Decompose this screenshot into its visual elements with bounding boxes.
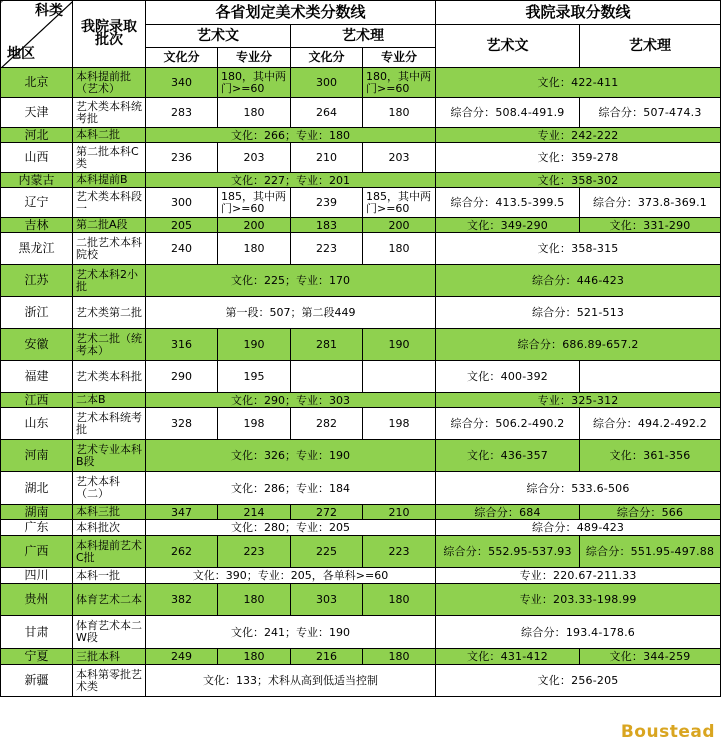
batch-cell: 本科一批 bbox=[73, 568, 146, 584]
batch-cell: 本科二批 bbox=[73, 128, 146, 143]
province-cell: 福建 bbox=[1, 361, 73, 393]
liberal-major-cell: 180 bbox=[218, 649, 291, 665]
province-cell: 湖北 bbox=[1, 472, 73, 505]
corner-label-category: 科类 bbox=[35, 3, 63, 19]
batch-cell: 艺术类第二批 bbox=[73, 297, 146, 329]
science-major-cell: 180 bbox=[363, 233, 436, 265]
table-row bbox=[1, 536, 721, 568]
header-our-lines: 我院录取分数线 bbox=[436, 1, 721, 25]
science-major-cell: 210 bbox=[363, 505, 436, 520]
batch-cell: 体育艺术本二W段 bbox=[73, 616, 146, 649]
our-score-cell: 综合分：686.89-657.2 bbox=[436, 329, 721, 361]
our-science-score-cell: 文化：361-356 bbox=[580, 440, 721, 472]
science-major-cell: 180 bbox=[363, 649, 436, 665]
our-science-score-cell: 综合分：373.8-369.1 bbox=[580, 188, 721, 218]
table-row bbox=[1, 505, 721, 520]
science-culture-cell: 183 bbox=[291, 218, 363, 233]
province-line-cell: 文化：290；专业：303 bbox=[146, 393, 436, 408]
science-major-cell: 180，其中两门>=60 bbox=[363, 68, 436, 98]
header-science-major: 专业分 bbox=[363, 48, 436, 68]
science-major-cell: 180 bbox=[363, 98, 436, 128]
our-liberal-score-cell: 综合分：684 bbox=[436, 505, 580, 520]
province-cell: 辽宁 bbox=[1, 188, 73, 218]
science-culture-cell: 225 bbox=[291, 536, 363, 568]
table-row bbox=[1, 143, 721, 173]
our-liberal-score-cell: 综合分：552.95-537.93 bbox=[436, 536, 580, 568]
table-row bbox=[1, 265, 721, 297]
header-our-art-science: 艺术理 bbox=[580, 25, 721, 68]
table-row bbox=[1, 616, 721, 649]
table-row bbox=[1, 233, 721, 265]
our-liberal-score-cell: 文化：431-412 bbox=[436, 649, 580, 665]
province-cell: 贵州 bbox=[1, 584, 73, 616]
our-score-cell: 综合分：193.4-178.6 bbox=[436, 616, 721, 649]
province-cell: 山西 bbox=[1, 143, 73, 173]
province-cell: 吉林 bbox=[1, 218, 73, 233]
header-corner-cell bbox=[1, 1, 73, 68]
province-cell: 新疆 bbox=[1, 665, 73, 697]
batch-cell: 艺术类本科统考批 bbox=[73, 98, 146, 128]
liberal-major-cell: 190 bbox=[218, 329, 291, 361]
liberal-culture-cell: 328 bbox=[146, 408, 218, 440]
science-major-cell: 198 bbox=[363, 408, 436, 440]
our-score-cell: 专业：220.67-211.33 bbox=[436, 568, 721, 584]
table-row bbox=[1, 173, 721, 188]
batch-cell: 艺术类本科批 bbox=[73, 361, 146, 393]
science-culture-cell: 216 bbox=[291, 649, 363, 665]
table-row bbox=[1, 128, 721, 143]
our-score-cell: 综合分：446-423 bbox=[436, 265, 721, 297]
table-row bbox=[1, 361, 721, 393]
science-major-cell: 180 bbox=[363, 584, 436, 616]
science-culture-cell: 281 bbox=[291, 329, 363, 361]
our-science-score-cell: 综合分：494.2-492.2 bbox=[580, 408, 721, 440]
our-score-cell: 文化：256-205 bbox=[436, 665, 721, 697]
liberal-culture-cell: 340 bbox=[146, 68, 218, 98]
our-science-score-cell: 文化：344-259 bbox=[580, 649, 721, 665]
science-culture-cell: 272 bbox=[291, 505, 363, 520]
table-row bbox=[1, 68, 721, 98]
table-row bbox=[1, 218, 721, 233]
science-culture-cell: 210 bbox=[291, 143, 363, 173]
batch-cell: 本科批次 bbox=[73, 520, 146, 536]
batch-cell: 二本B bbox=[73, 393, 146, 408]
liberal-culture-cell: 283 bbox=[146, 98, 218, 128]
batch-cell: 本科第零批艺术类 bbox=[73, 665, 146, 697]
province-cell: 河南 bbox=[1, 440, 73, 472]
liberal-culture-cell: 262 bbox=[146, 536, 218, 568]
liberal-culture-cell: 316 bbox=[146, 329, 218, 361]
table-row bbox=[1, 393, 721, 408]
science-culture-cell: 239 bbox=[291, 188, 363, 218]
batch-cell: 本科三批 bbox=[73, 505, 146, 520]
our-score-cell: 综合分：489-423 bbox=[436, 520, 721, 536]
batch-cell: 二批艺术本科院校 bbox=[73, 233, 146, 265]
our-liberal-score-cell: 综合分：413.5-399.5 bbox=[436, 188, 580, 218]
table-row bbox=[1, 408, 721, 440]
our-science-score-cell: 综合分：507-474.3 bbox=[580, 98, 721, 128]
liberal-culture-cell: 347 bbox=[146, 505, 218, 520]
header-liberal-major: 专业分 bbox=[218, 48, 291, 68]
table-row bbox=[1, 520, 721, 536]
province-line-cell: 第一段：507；第二段449 bbox=[146, 297, 436, 329]
batch-cell: 三批本科 bbox=[73, 649, 146, 665]
liberal-major-cell: 180，其中两门>=60 bbox=[218, 68, 291, 98]
science-major-cell: 185，其中两门>=60 bbox=[363, 188, 436, 218]
province-cell: 江苏 bbox=[1, 265, 73, 297]
liberal-culture-cell: 300 bbox=[146, 188, 218, 218]
science-culture-cell: 300 bbox=[291, 68, 363, 98]
liberal-major-cell: 203 bbox=[218, 143, 291, 173]
our-score-cell: 文化：358-302 bbox=[436, 173, 721, 188]
batch-cell: 本科提前艺术C批 bbox=[73, 536, 146, 568]
liberal-culture-cell: 249 bbox=[146, 649, 218, 665]
science-culture-cell: 223 bbox=[291, 233, 363, 265]
science-major-cell: 223 bbox=[363, 536, 436, 568]
batch-cell: 艺术专业本科B段 bbox=[73, 440, 146, 472]
science-major-cell: 190 bbox=[363, 329, 436, 361]
table-row bbox=[1, 649, 721, 665]
liberal-culture-cell: 240 bbox=[146, 233, 218, 265]
our-score-cell: 文化：359-278 bbox=[436, 143, 721, 173]
liberal-culture-cell: 236 bbox=[146, 143, 218, 173]
header-province-lines: 各省划定美术类分数线 bbox=[146, 1, 436, 25]
province-line-cell: 文化：286；专业：184 bbox=[146, 472, 436, 505]
science-major-cell: 203 bbox=[363, 143, 436, 173]
corner-label-region: 地区 bbox=[7, 46, 35, 62]
header-liberal-culture: 文化分 bbox=[146, 48, 218, 68]
batch-cell: 第二批A段 bbox=[73, 218, 146, 233]
batch-cell: 第二批本科C类 bbox=[73, 143, 146, 173]
liberal-major-cell: 195 bbox=[218, 361, 291, 393]
province-line-cell: 文化：133；术科从高到低适当控制 bbox=[146, 665, 436, 697]
our-score-cell: 综合分：533.6-506 bbox=[436, 472, 721, 505]
province-cell: 广西 bbox=[1, 536, 73, 568]
province-cell: 江西 bbox=[1, 393, 73, 408]
batch-cell: 本科提前批（艺术） bbox=[73, 68, 146, 98]
our-science-empty-cell bbox=[580, 361, 721, 393]
our-score-cell: 综合分：521-513 bbox=[436, 297, 721, 329]
province-cell: 湖南 bbox=[1, 505, 73, 520]
liberal-culture-cell: 290 bbox=[146, 361, 218, 393]
province-cell: 广东 bbox=[1, 520, 73, 536]
our-liberal-score-cell: 文化：436-357 bbox=[436, 440, 580, 472]
table-row bbox=[1, 472, 721, 505]
header-science-culture: 文化分 bbox=[291, 48, 363, 68]
province-cell: 内蒙古 bbox=[1, 173, 73, 188]
table-row bbox=[1, 665, 721, 697]
our-science-score-cell: 综合分：551.95-497.88 bbox=[580, 536, 721, 568]
table-row bbox=[1, 98, 721, 128]
our-science-score-cell: 文化：331-290 bbox=[580, 218, 721, 233]
science-culture-cell: 303 bbox=[291, 584, 363, 616]
our-liberal-score-cell: 综合分：508.4-491.9 bbox=[436, 98, 580, 128]
liberal-major-cell: 214 bbox=[218, 505, 291, 520]
table-row bbox=[1, 568, 721, 584]
our-score-cell: 专业：242-222 bbox=[436, 128, 721, 143]
our-score-cell: 文化：422-411 bbox=[436, 68, 721, 98]
science-culture-empty-cell bbox=[291, 361, 363, 393]
header-art-science: 艺术理 bbox=[291, 25, 436, 48]
batch-cell: 艺术二批（统考本） bbox=[73, 329, 146, 361]
batch-cell: 体育艺术二本 bbox=[73, 584, 146, 616]
batch-cell: 艺术本科2小批 bbox=[73, 265, 146, 297]
province-cell: 河北 bbox=[1, 128, 73, 143]
our-liberal-score-cell: 综合分：506.2-490.2 bbox=[436, 408, 580, 440]
province-cell: 安徽 bbox=[1, 329, 73, 361]
liberal-culture-cell: 205 bbox=[146, 218, 218, 233]
our-score-cell: 专业：325-312 bbox=[436, 393, 721, 408]
our-liberal-score-cell: 文化：400-392 bbox=[436, 361, 580, 393]
table-row bbox=[1, 297, 721, 329]
our-score-cell: 文化：358-315 bbox=[436, 233, 721, 265]
our-science-score-cell: 综合分：566 bbox=[580, 505, 721, 520]
province-cell: 天津 bbox=[1, 98, 73, 128]
our-liberal-score-cell: 文化：349-290 bbox=[436, 218, 580, 233]
liberal-major-cell: 200 bbox=[218, 218, 291, 233]
liberal-major-cell: 223 bbox=[218, 536, 291, 568]
province-cell: 四川 bbox=[1, 568, 73, 584]
liberal-major-cell: 180 bbox=[218, 98, 291, 128]
table-row bbox=[1, 584, 721, 616]
liberal-major-cell: 185，其中两门>=60 bbox=[218, 188, 291, 218]
province-line-cell: 文化：225；专业：170 bbox=[146, 265, 436, 297]
header-batch: 我院录取批次 bbox=[73, 1, 146, 68]
science-major-empty-cell bbox=[363, 361, 436, 393]
liberal-major-cell: 198 bbox=[218, 408, 291, 440]
batch-cell: 本科提前B bbox=[73, 173, 146, 188]
province-line-cell: 文化：326；专业：190 bbox=[146, 440, 436, 472]
province-line-cell: 文化：227；专业：201 bbox=[146, 173, 436, 188]
province-line-cell: 文化：266；专业：180 bbox=[146, 128, 436, 143]
science-culture-cell: 282 bbox=[291, 408, 363, 440]
header-our-art-liberal: 艺术文 bbox=[436, 25, 580, 68]
header-art-liberal: 艺术文 bbox=[146, 25, 291, 48]
table-row bbox=[1, 440, 721, 472]
province-cell: 黑龙江 bbox=[1, 233, 73, 265]
science-major-cell: 200 bbox=[363, 218, 436, 233]
province-line-cell: 文化：241；专业：190 bbox=[146, 616, 436, 649]
liberal-major-cell: 180 bbox=[218, 233, 291, 265]
table-row bbox=[1, 188, 721, 218]
science-culture-cell: 264 bbox=[291, 98, 363, 128]
province-line-cell: 文化：390；专业：205，各单科>=60 bbox=[146, 568, 436, 584]
province-cell: 山东 bbox=[1, 408, 73, 440]
liberal-major-cell: 180 bbox=[218, 584, 291, 616]
province-cell: 北京 bbox=[1, 68, 73, 98]
table-row bbox=[1, 329, 721, 361]
province-cell: 甘肃 bbox=[1, 616, 73, 649]
liberal-culture-cell: 382 bbox=[146, 584, 218, 616]
province-line-cell: 文化：280；专业：205 bbox=[146, 520, 436, 536]
batch-cell: 艺术本科（二） bbox=[73, 472, 146, 505]
batch-cell: 艺术本科统考批 bbox=[73, 408, 146, 440]
province-cell: 宁夏 bbox=[1, 649, 73, 665]
boustead-logo: Boustead bbox=[620, 722, 715, 742]
batch-cell: 艺术类本科段一 bbox=[73, 188, 146, 218]
our-score-cell: 专业：203.33-198.99 bbox=[436, 584, 721, 616]
province-cell: 浙江 bbox=[1, 297, 73, 329]
